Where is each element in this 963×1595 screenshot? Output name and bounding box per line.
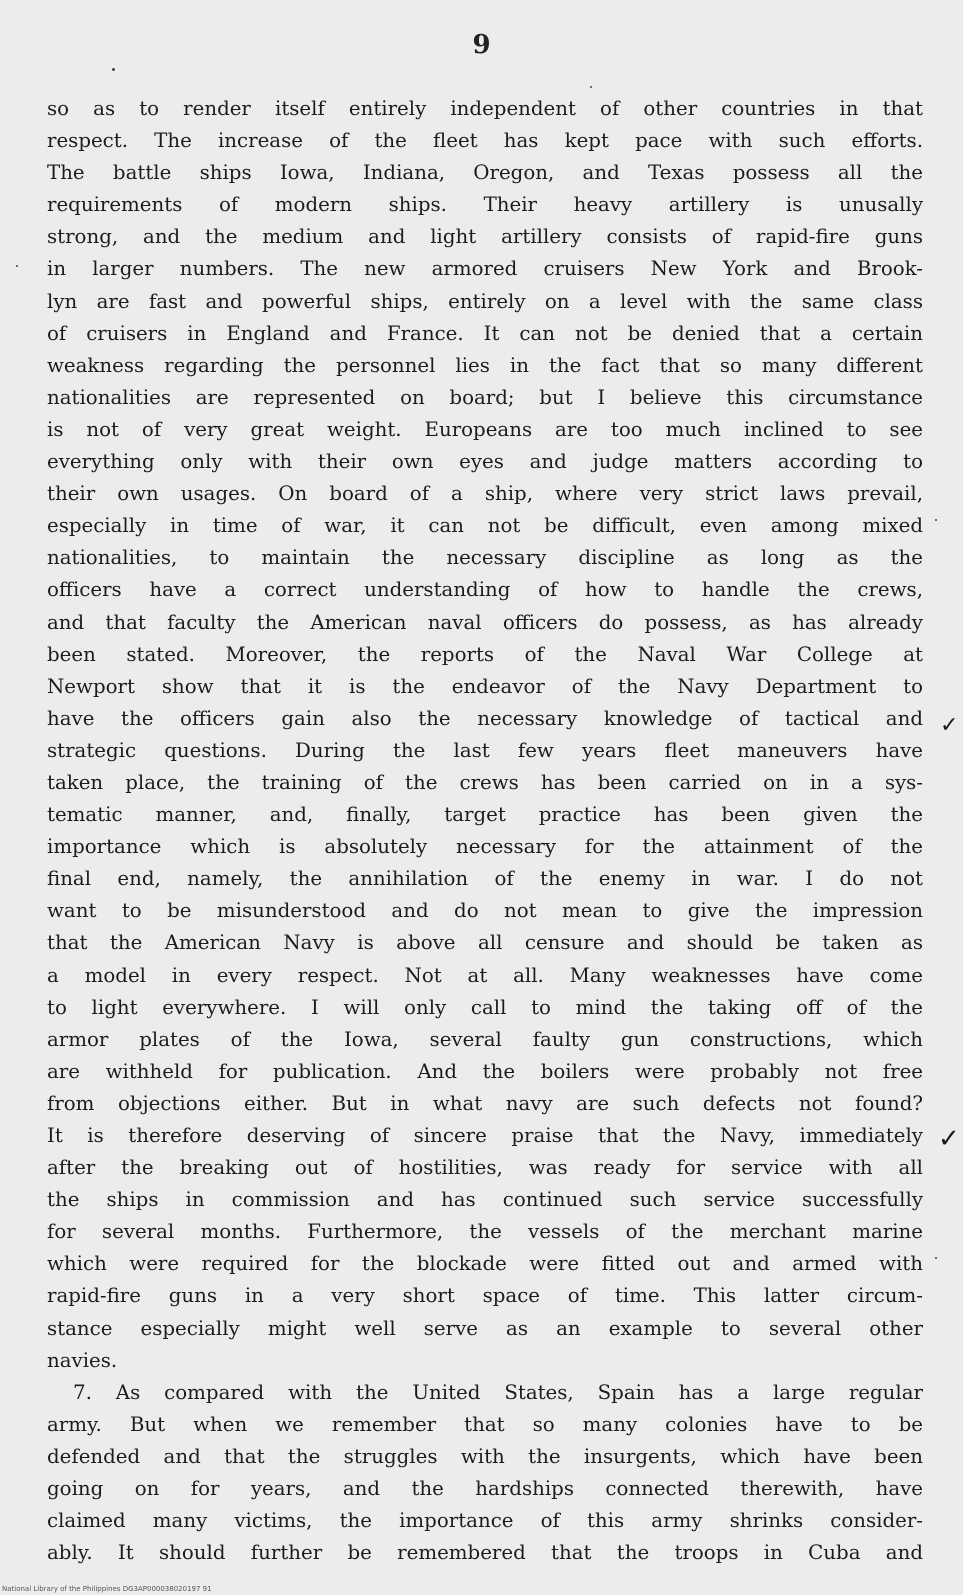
text-line: weakness regarding the personnel lies in the fact that so many different xyxy=(47,353,923,377)
footer-source-label: National Library of the Philippines DG3AP000038020197 91 xyxy=(2,1585,212,1593)
text-line: of cruisers in England and France. It can not be denied that a certain xyxy=(47,321,923,345)
text-line: the ships in commission and has continued such service successfully xyxy=(47,1188,923,1212)
paper-speck xyxy=(16,265,18,267)
text-line: from objections either. But in what navy are such defects not found? xyxy=(47,1091,923,1115)
text-line: It is therefore deserving of sincere praise that the Navy, immediately xyxy=(47,1124,923,1147)
margin-checkmark-icon: ✓ xyxy=(938,1124,960,1154)
text-line: been stated. Moreover, the reports of the Naval War College at xyxy=(47,642,923,666)
margin-checkmark-icon: ✓ xyxy=(940,713,959,738)
paper-speck xyxy=(935,519,937,521)
text-line: going on for years, and the hardships connected therewith, have xyxy=(47,1477,923,1501)
text-line: ably. It should further be remembered that the troops in Cuba and xyxy=(47,1541,923,1565)
text-line: nationalities, to maintain the necessary discipline as long as the xyxy=(47,546,923,570)
body-text xyxy=(47,93,923,1569)
text-line: for several months. Furthermore, the vessels of the merchant marine xyxy=(47,1220,923,1244)
text-line: want to be misunderstood and do not mean to give the impression xyxy=(47,899,923,923)
text-line: taken place, the training of the crews has been carried on in a sys- xyxy=(47,770,923,794)
text-line: final end, namely, the annihilation of the enemy in war. I do not xyxy=(47,867,923,891)
text-line: to light everywhere. I will only call to mind the taking off of the xyxy=(47,995,923,1019)
text-line: army. But when we remember that so many colonies have to be xyxy=(47,1412,923,1436)
text-line: Newport show that it is the endeavor of the Navy Department to xyxy=(47,674,923,698)
text-line: navies. xyxy=(47,1348,118,1372)
text-line: their own usages. On board of a ship, where very strict laws prevail, xyxy=(47,482,923,506)
text-line: nationalities are represented on board; but I believe this circumstance xyxy=(47,385,923,409)
paper-speck xyxy=(112,68,115,71)
text-line: so as to render itself entirely independent of other countries in that xyxy=(47,97,923,120)
text-line: especially in time of war, it can not be difficult, even among mixed xyxy=(47,514,923,538)
text-line: strategic questions. During the last few years fleet maneuvers have xyxy=(47,738,923,762)
page-number: 9 xyxy=(472,30,491,60)
text-line: requirements of modern ships. Their heavy artillery is unusally xyxy=(47,193,923,217)
text-line: are withheld for publication. And the boilers were probably not free xyxy=(47,1059,923,1083)
text-line: officers have a correct understanding of how to handle the crews, xyxy=(47,578,923,602)
text-line: after the breaking out of hostilities, was ready for service with all xyxy=(47,1156,923,1180)
paper-speck xyxy=(935,1257,937,1259)
text-line: defended and that the struggles with the insurgents, which have been xyxy=(47,1444,923,1468)
text-line: importance which is absolutely necessary for the attainment of the xyxy=(47,835,923,859)
text-line: stance especially might well serve as an example to several other xyxy=(47,1316,923,1340)
text-line: The battle ships Iowa, Indiana, Oregon, and Texas possess all the xyxy=(47,161,923,185)
text-line: tematic manner, and, finally, target practice has been given the xyxy=(47,803,923,827)
text-line: lyn are fast and powerful ships, entirely on a level with the same class xyxy=(47,289,923,313)
text-line: claimed many victims, the importance of this army shrinks consider- xyxy=(47,1509,923,1533)
text-line: that the American Navy is above all censure and should be taken as xyxy=(47,931,923,955)
paper-speck xyxy=(590,86,592,88)
text-line: respect. The increase of the fleet has kept pace with such efforts. xyxy=(47,129,923,153)
text-line: which were required for the blockade were fitted out and armed with xyxy=(47,1252,923,1276)
text-line: strong, and the medium and light artillery consists of rapid-fire guns xyxy=(47,225,923,249)
text-line: everything only with their own eyes and judge matters according to xyxy=(47,450,923,474)
text-line: have the officers gain also the necessary knowledge of tactical and xyxy=(47,706,923,730)
text-line: in larger numbers. The new armored cruisers New York and Brook- xyxy=(47,257,923,281)
text-line: a model in every respect. Not at all. Many weaknesses have come xyxy=(47,963,923,987)
text-line: is not of very great weight. Europeans are too much inclined to see xyxy=(47,417,923,441)
text-line: 7. As compared with the United States, Spain has a large regular xyxy=(73,1380,923,1404)
text-line: rapid-fire guns in a very short space of time. This latter circum- xyxy=(47,1284,923,1308)
text-line: armor plates of the Iowa, several faulty gun constructions, which xyxy=(47,1027,923,1051)
text-line: and that faculty the American naval officers do possess, as has already xyxy=(47,610,923,634)
